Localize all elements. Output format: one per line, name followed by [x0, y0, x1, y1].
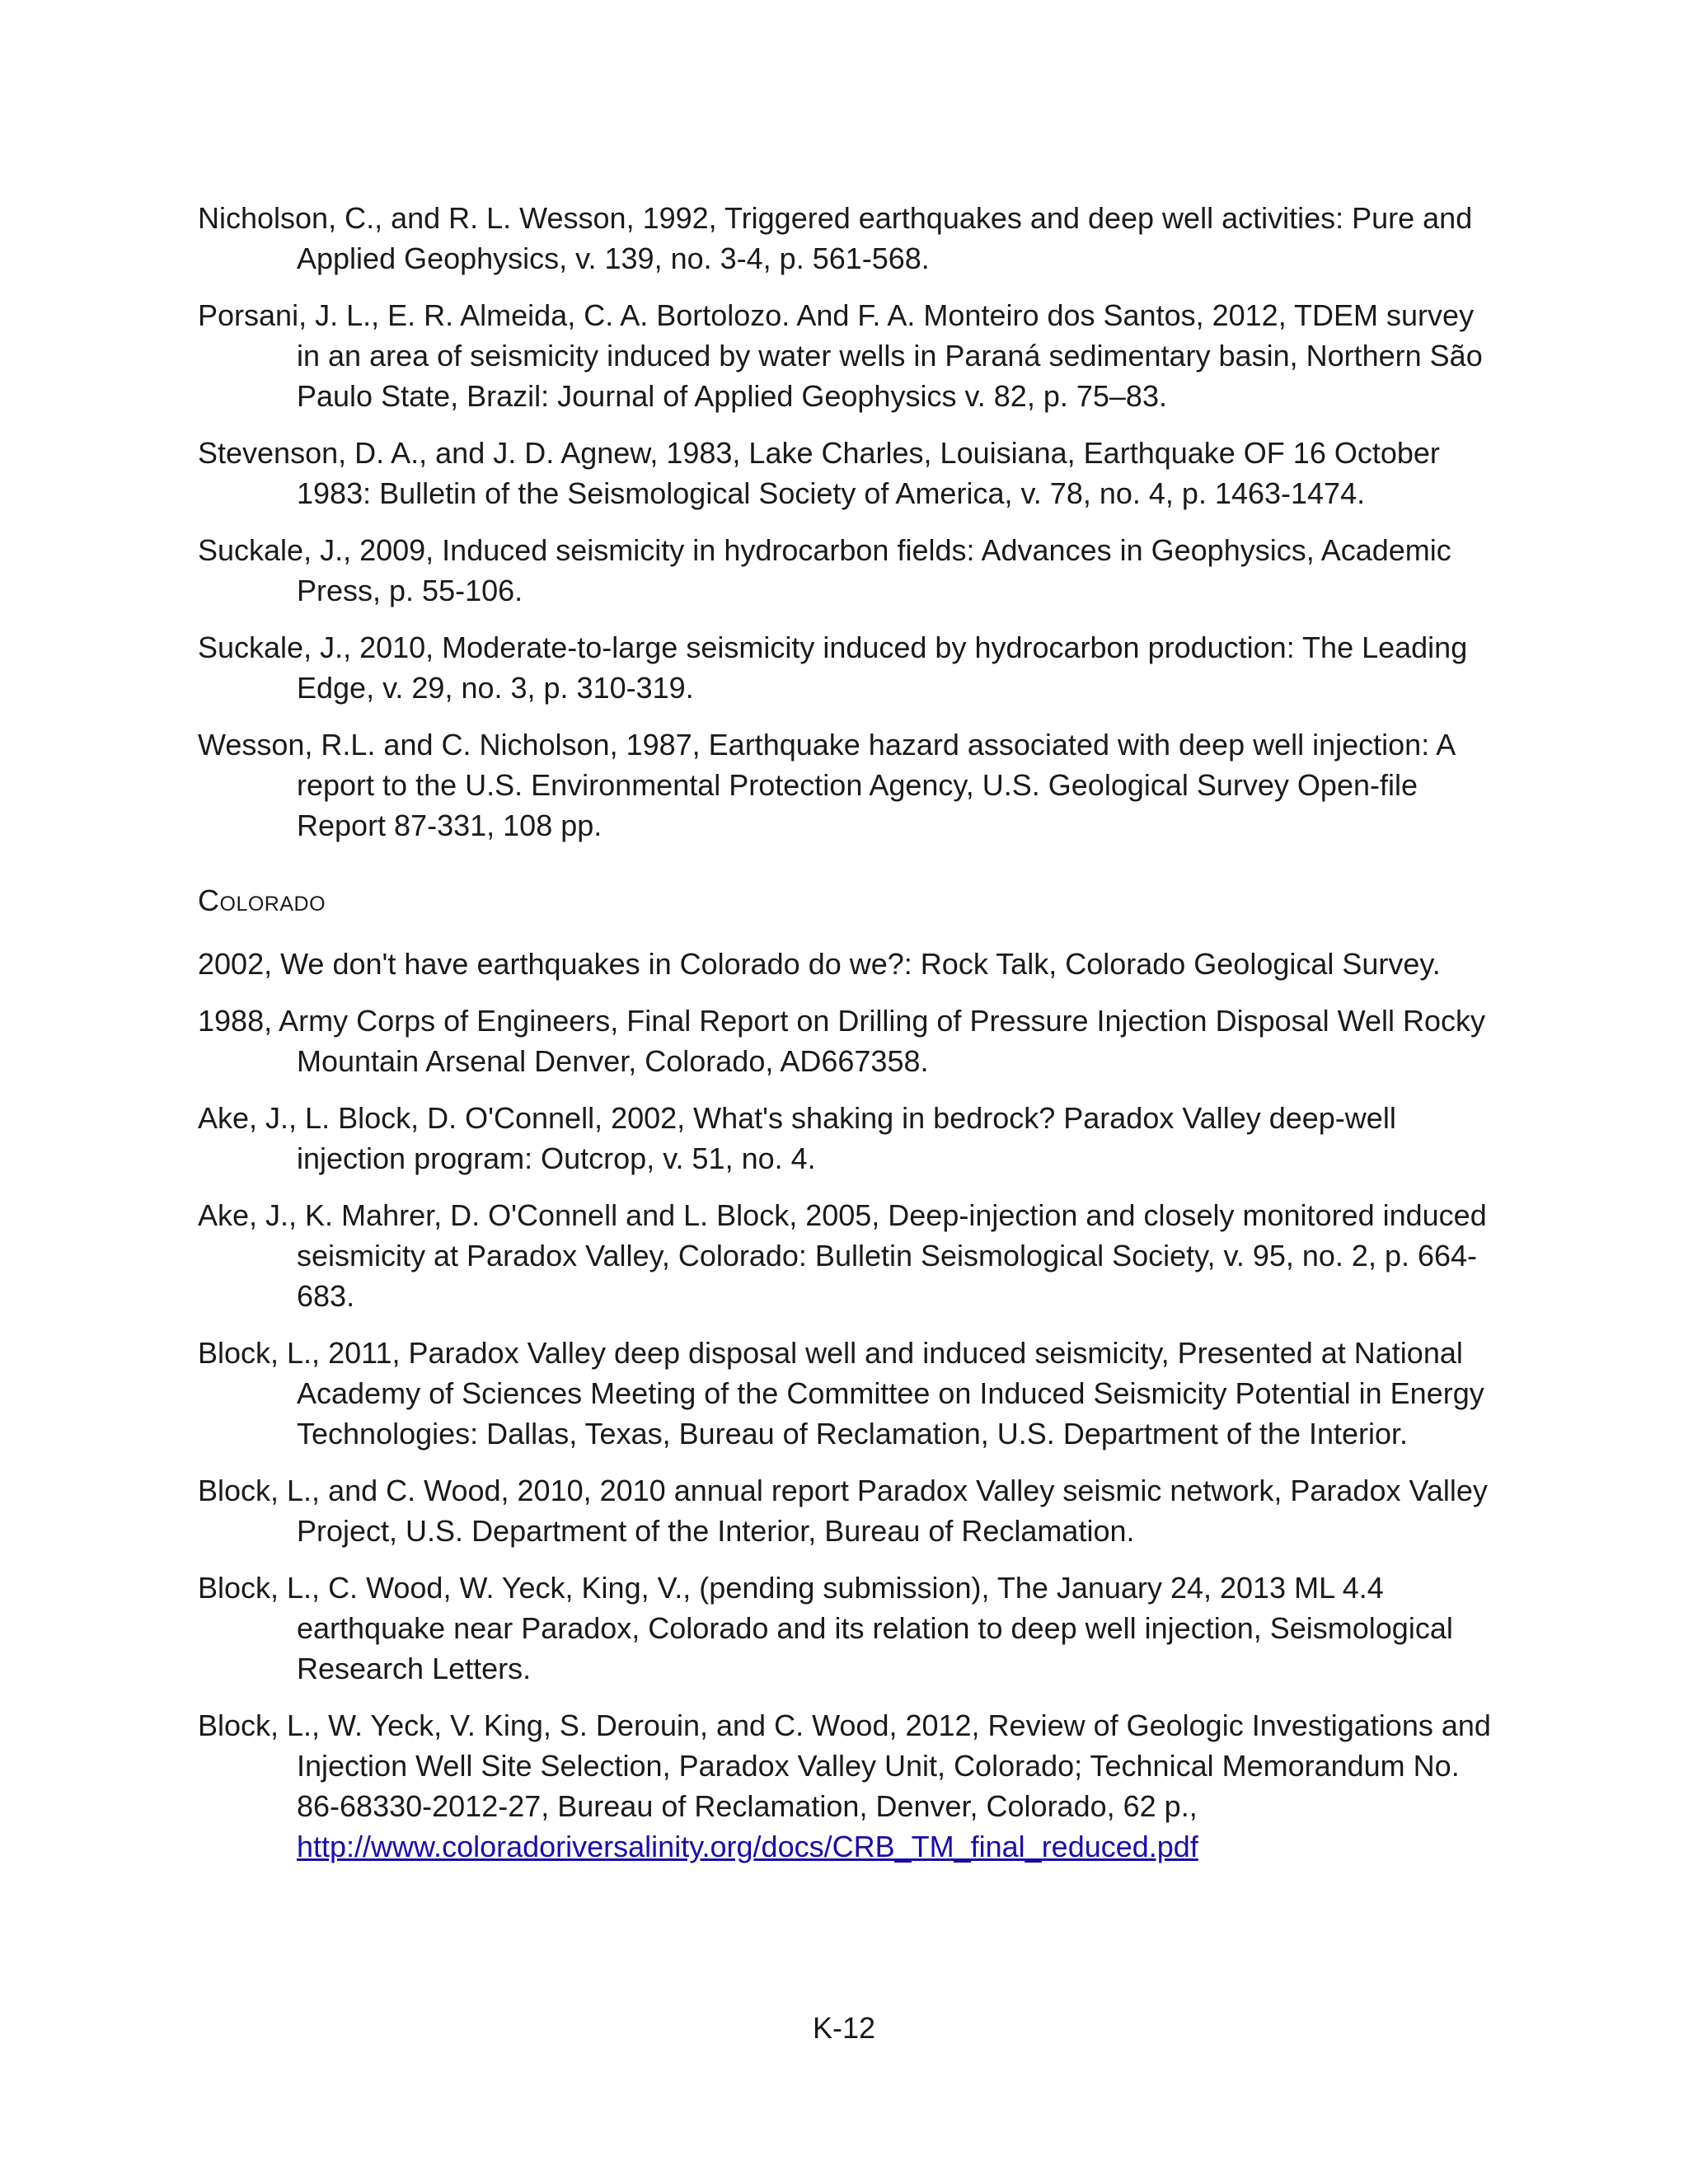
reference-entry-with-link	[198, 1705, 1492, 1867]
reference-entry: Block, L., C. Wood, W. Yeck, King, V., (pending submission), The January 24, 2013 ML 4.4 earthquake near Paradox, Colorado and its relation to deep well injection, Seismological Research Letters.	[198, 1571, 1453, 1685]
page-number: K-12	[812, 2011, 876, 2045]
reference-entry: Block, L., 2011, Paradox Valley deep disposal well and induced seismicity, Presented at National Academy of Sciences Meeting of the Committee on Induced Seismicity Potential in Energy Technologies: Dallas, Texas, Bureau of Reclamation, U.S. Department of the Interior.	[198, 1336, 1484, 1451]
reference-text: Block, L., W. Yeck, V. King, S. Derouin, and C. Wood, 2012, Review of Geologic Investigations and Injection Well Site Selection, Paradox Valley Unit, Colorado; Technical Memorandum No. 86-68330-2012-27, Bureau of Reclamation, Denver, Colorado, 62 p.,	[198, 1708, 1491, 1823]
reference-entry: Ake, J., L. Block, D. O'Connell, 2002, What's shaking in bedrock? Paradox Valley deep-well injection program: Outcrop, v. 51, no. 4.	[198, 1101, 1396, 1175]
reference-entry: Suckale, J., 2009, Induced seismicity in hydrocarbon fields: Advances in Geophysics, Academic Press, p. 55-106.	[198, 533, 1451, 607]
reference-entry: Ake, J., K. Mahrer, D. O'Connell and L. Block, 2005, Deep-injection and closely monitored induced seismicity at Paradox Valley, Colorado: Bulletin Seismological Society, v. 95, no. 2, p. 664-683.	[198, 1198, 1487, 1313]
reference-entry: Wesson, R.L. and C. Nicholson, 1987, Earthquake hazard associated with deep well injection: A report to the U.S. Environmental Protection Agency, U.S. Geological Survey Open-file Report 87-331, 108 pp.	[198, 728, 1455, 842]
reference-entry: Porsani, J. L., E. R. Almeida, C. A. Bortolozo. And F. A. Monteiro dos Santos, 2012, TDEM survey in an area of seismicity induced by water wells in Paraná sedimentary basin, Northern São Paulo State, Brazil: Journal of Applied Geophysics v. 82, p. 75–83.	[198, 298, 1483, 413]
reference-entry: 2002, We don't have earthquakes in Colorado do we?: Rock Talk, Colorado Geological Survey.	[198, 947, 1441, 981]
reference-entry: Block, L., and C. Wood, 2010, 2010 annual report Paradox Valley seismic network, Paradox Valley Project, U.S. Department of the Interior, Bureau of Reclamation.	[198, 1474, 1488, 1548]
reference-entry: Stevenson, D. A., and J. D. Agnew, 1983, Lake Charles, Louisiana, Earthquake OF 16 October 1983: Bulletin of the Seismological Society of America, v. 78, no. 4, p. 1463-1474.	[198, 436, 1440, 510]
reference-entry: Nicholson, C., and R. L. Wesson, 1992, Triggered earthquakes and deep well activities: Pure and Applied Geophysics, v. 139, no. 3-4, p. 561-568.	[198, 201, 1473, 275]
reference-url-link[interactable]: http://www.coloradoriversalinity.org/docs/CRB_TM_final_reduced.pdf	[297, 1830, 1198, 1863]
reference-entry: Suckale, J., 2010, Moderate-to-large seismicity induced by hydrocarbon production: The Leading Edge, v. 29, no. 3, p. 310-319.	[198, 630, 1468, 705]
references-list	[198, 198, 1492, 1883]
reference-entry: 1988, Army Corps of Engineers, Final Report on Drilling of Pressure Injection Disposal Well Rocky Mountain Arsenal Denver, Colorado, AD667358.	[198, 1004, 1486, 1078]
section-heading-colorado: Colorado	[198, 883, 326, 917]
